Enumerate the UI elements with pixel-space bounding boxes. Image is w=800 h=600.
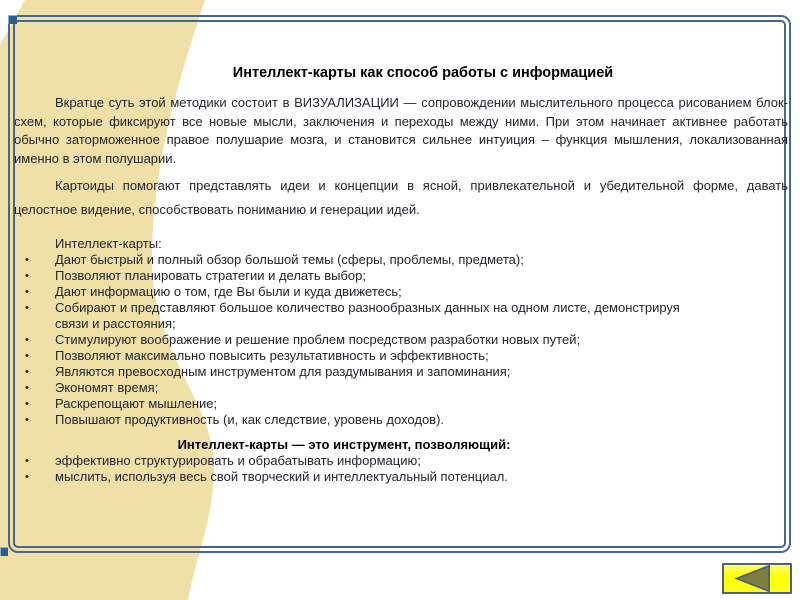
list-item: • мыслить, используя весь свой творческий и интеллектуальный потенциал. xyxy=(14,469,704,485)
list-item: • Раскрепощают мышление; xyxy=(14,396,704,412)
list-item: • Являются превосходным инструментом для раздумывания и запоминания; xyxy=(14,364,704,380)
list-item: • Позволяют планировать стратегии и делать выбор; xyxy=(14,268,704,284)
benefits-list-intro: Интеллект-карты: xyxy=(55,236,162,251)
list-item: • Дают информацию о том, где Вы были и куда движетесь; xyxy=(14,284,704,300)
benefits-list xyxy=(14,252,714,428)
list-item: • Стимулируют воображение и решение проблем посредством разработки новых путей; xyxy=(14,332,704,348)
frame-handle-top-left xyxy=(8,15,17,24)
slide-title: Интеллект-карты как способ работы с информацией xyxy=(232,65,614,81)
paragraph-kartoid: Картоиды помогают представлять идеи и концепции в ясной, привлекательной и убедительной форме, давать целостное видение, способствовать пониманию и генерации идей. xyxy=(14,178,788,217)
list-item: • Дают быстрый и полный обзор большой темы (сферы, проблемы, предмета); xyxy=(14,252,704,268)
list-item: • Экономят время; xyxy=(14,380,704,396)
back-button[interactable] xyxy=(722,563,792,594)
tool-subheading: Интеллект-карты — это инструмент, позволяющий: xyxy=(177,437,511,452)
list-item: • Повышают продуктивность (и, как следствие, уровень доходов). xyxy=(14,412,704,428)
benefits-section xyxy=(14,236,714,428)
list-item: • Собирают и представляют большое количество разнообразных данных на одном листе, демонстрируя связи и расстояния; xyxy=(14,300,704,332)
frame-handle-bottom-left xyxy=(0,547,8,556)
list-item: • эффективно структурировать и обрабатывать информацию; xyxy=(14,453,704,469)
list-item: • Позволяют максимально повысить результативность и эффективность; xyxy=(14,348,704,364)
paragraph-methodology: Вкратце суть этой методики состоит в ВИЗУАЛИЗАЦИИ — сопровождении мыслительного процесса рисованием блок-схем, которые фиксируют все новые мысли, заключения и переходы между ними. При этом начинает активнее работать обычно заторможенное правое полушарие мозга, и становится сильнее интуиция – функция мышления, локализованная именно в этом полушарии. xyxy=(14,95,788,166)
back-arrow-icon xyxy=(724,565,790,592)
tool-list xyxy=(14,453,734,485)
